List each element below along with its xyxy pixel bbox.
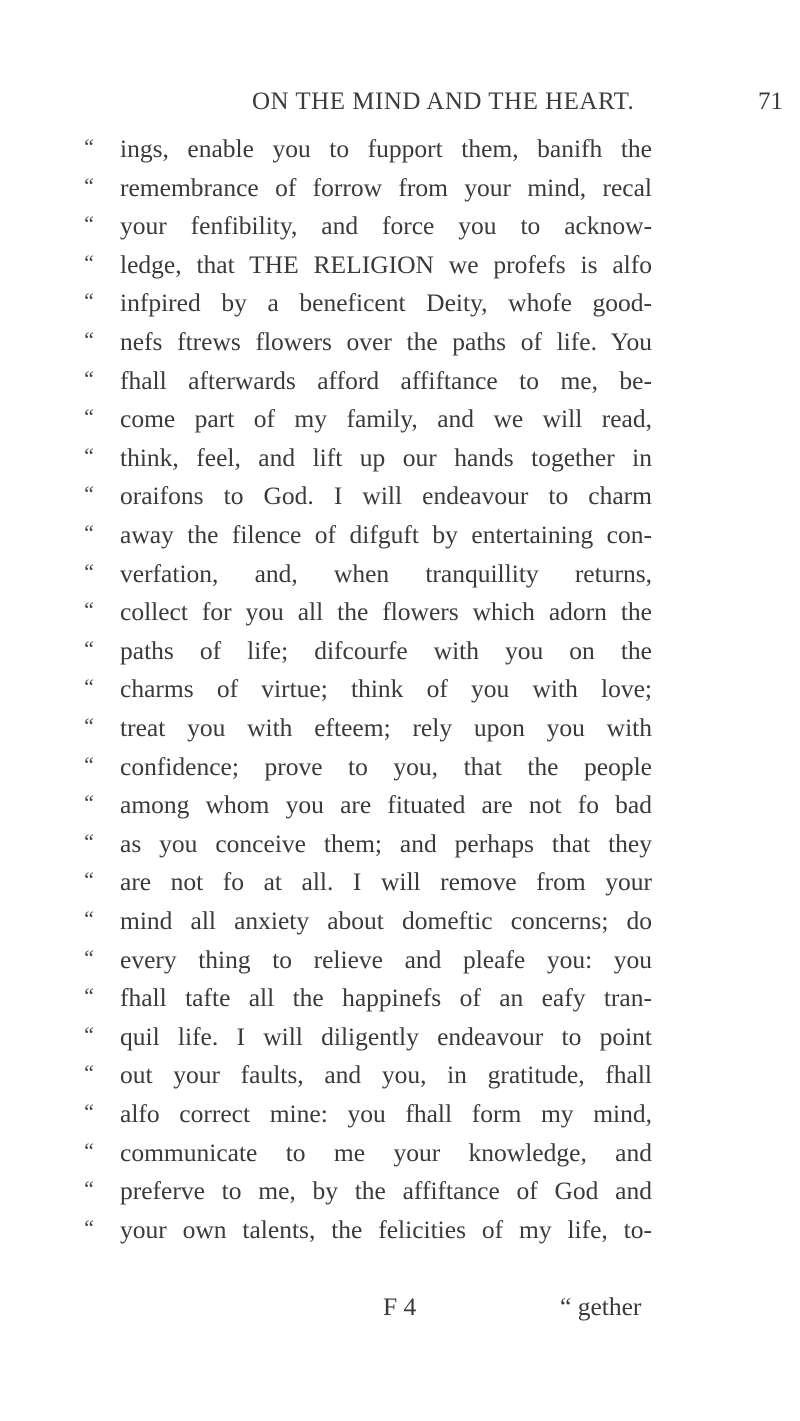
text-line bbox=[0, 943, 800, 981]
text-line bbox=[0, 479, 800, 517]
line-text: ings, enable you to fupport them, banifh the bbox=[120, 134, 652, 163]
line-text: fhall afterwards afford affiftance to me, be- bbox=[120, 365, 652, 395]
quotation-mark: “ bbox=[82, 1060, 95, 1086]
page-number: 71 bbox=[758, 88, 783, 115]
line-text: among whom you are fituated are not fo bad bbox=[120, 790, 652, 820]
quotation-mark: “ bbox=[82, 944, 95, 970]
quotation-mark: “ bbox=[82, 558, 95, 584]
line-text: remembrance of forrow from your mind, recal bbox=[120, 172, 652, 202]
text-line bbox=[0, 209, 800, 247]
text-line bbox=[0, 557, 800, 595]
quotation-mark: “ bbox=[82, 597, 95, 623]
line-text: come part of my family, and we will read, bbox=[120, 404, 652, 434]
text-line bbox=[0, 441, 800, 479]
text-line bbox=[0, 518, 800, 556]
line-text: collect for you all the flowers which adorn the bbox=[120, 597, 652, 627]
line-text: alfo correct mine: you fhall form my mind, bbox=[120, 1099, 652, 1128]
line-text: charms of virtue; think of you with love; bbox=[120, 674, 652, 704]
line-text: are not fo at all. I will remove from your bbox=[120, 867, 652, 897]
line-text: as you conceive them; and perhaps that they bbox=[120, 828, 652, 858]
quotation-mark: “ bbox=[82, 249, 95, 275]
line-text: communicate to me your knowledge, and bbox=[120, 1137, 652, 1167]
catchword: “ gether bbox=[560, 1292, 642, 1321]
text-line bbox=[0, 981, 800, 1019]
text-line bbox=[0, 248, 800, 286]
line-text: out your faults, and you, in gratitude, fhall bbox=[120, 1060, 652, 1090]
quotation-mark: “ bbox=[82, 288, 95, 314]
text-line bbox=[0, 1213, 800, 1251]
text-line bbox=[0, 1097, 800, 1135]
quotation-mark: “ bbox=[82, 327, 95, 352]
quotation-mark: “ bbox=[82, 481, 95, 507]
quotation-mark: “ bbox=[82, 790, 95, 816]
quotation-mark: “ bbox=[82, 211, 95, 237]
text-line bbox=[0, 132, 800, 170]
quotation-mark: “ bbox=[82, 713, 95, 738]
line-text: every thing to relieve and pleafe you: you bbox=[120, 944, 652, 974]
line-text: treat you with efteem; rely upon you with bbox=[120, 713, 652, 742]
text-line bbox=[0, 286, 800, 324]
line-text: paths of life; difcourfe with you on the bbox=[120, 635, 652, 665]
quotation-mark: “ bbox=[82, 134, 95, 159]
running-title: ON THE MIND AND THE HEART. bbox=[252, 88, 635, 115]
quotation-mark: “ bbox=[82, 635, 95, 661]
line-text: think, feel, and lift up our hands together in bbox=[120, 442, 652, 472]
text-line bbox=[0, 750, 800, 788]
text-line bbox=[0, 1136, 800, 1174]
line-text: quil life. I will diligently endeavour to point bbox=[120, 1021, 652, 1051]
quotation-mark: “ bbox=[82, 828, 95, 854]
line-text: oraifons to God. I will endeavour to charm bbox=[120, 481, 652, 511]
line-text: nefs ftrews flowers over the paths of life. You bbox=[120, 327, 652, 356]
line-text: your own talents, the felicities of my life, to- bbox=[120, 1214, 652, 1244]
text-line bbox=[0, 1058, 800, 1096]
page-footer bbox=[0, 1292, 800, 1332]
text-line bbox=[0, 865, 800, 903]
quotation-mark: “ bbox=[82, 442, 95, 468]
text-line bbox=[0, 672, 800, 710]
text-line bbox=[0, 904, 800, 942]
quotation-mark: “ bbox=[82, 1137, 95, 1163]
line-text: fhall tafte all the happinefs of an eafy tran- bbox=[120, 983, 652, 1013]
quotation-mark: “ bbox=[82, 172, 95, 198]
quotation-mark: “ bbox=[82, 983, 95, 1009]
signature-mark: F 4 bbox=[383, 1292, 417, 1321]
quotation-mark: “ bbox=[82, 674, 95, 700]
quotation-mark: “ bbox=[82, 867, 95, 893]
quotation-mark: “ bbox=[82, 404, 95, 430]
line-text: mind all anxiety about domeftic concerns; do bbox=[120, 906, 652, 935]
quotation-mark: “ bbox=[82, 1214, 95, 1240]
running-head bbox=[0, 88, 800, 128]
quotation-mark: “ bbox=[82, 1176, 95, 1202]
quotation-mark: “ bbox=[82, 365, 95, 391]
line-text: preferve to me, by the affiftance of God and bbox=[120, 1176, 652, 1206]
quotation-mark: “ bbox=[82, 1021, 95, 1047]
text-line bbox=[0, 1020, 800, 1058]
text-line bbox=[0, 402, 800, 440]
quotation-mark: “ bbox=[82, 906, 95, 931]
text-line bbox=[0, 788, 800, 826]
quotation-mark: “ bbox=[82, 1099, 95, 1124]
text-line bbox=[0, 827, 800, 865]
quotation-mark: “ bbox=[82, 520, 95, 545]
line-text: ledge, that THE RELIGION we profefs is alfo bbox=[120, 249, 652, 279]
text-line bbox=[0, 364, 800, 402]
text-line bbox=[0, 595, 800, 633]
text-line bbox=[0, 1174, 800, 1212]
quotation-mark: “ bbox=[82, 751, 95, 777]
text-line bbox=[0, 171, 800, 209]
text-line bbox=[0, 711, 800, 749]
line-text: your fenfibility, and force you to acknow- bbox=[120, 211, 652, 241]
line-text: away the filence of difguft by entertaining con- bbox=[120, 520, 652, 549]
text-line bbox=[0, 634, 800, 672]
line-text: confidence; prove to you, that the people bbox=[120, 751, 652, 781]
text-line bbox=[0, 325, 800, 363]
line-text: infpired by a beneficent Deity, whofe good- bbox=[120, 288, 652, 318]
line-text: verfation, and, when tranquillity returns, bbox=[120, 558, 652, 588]
